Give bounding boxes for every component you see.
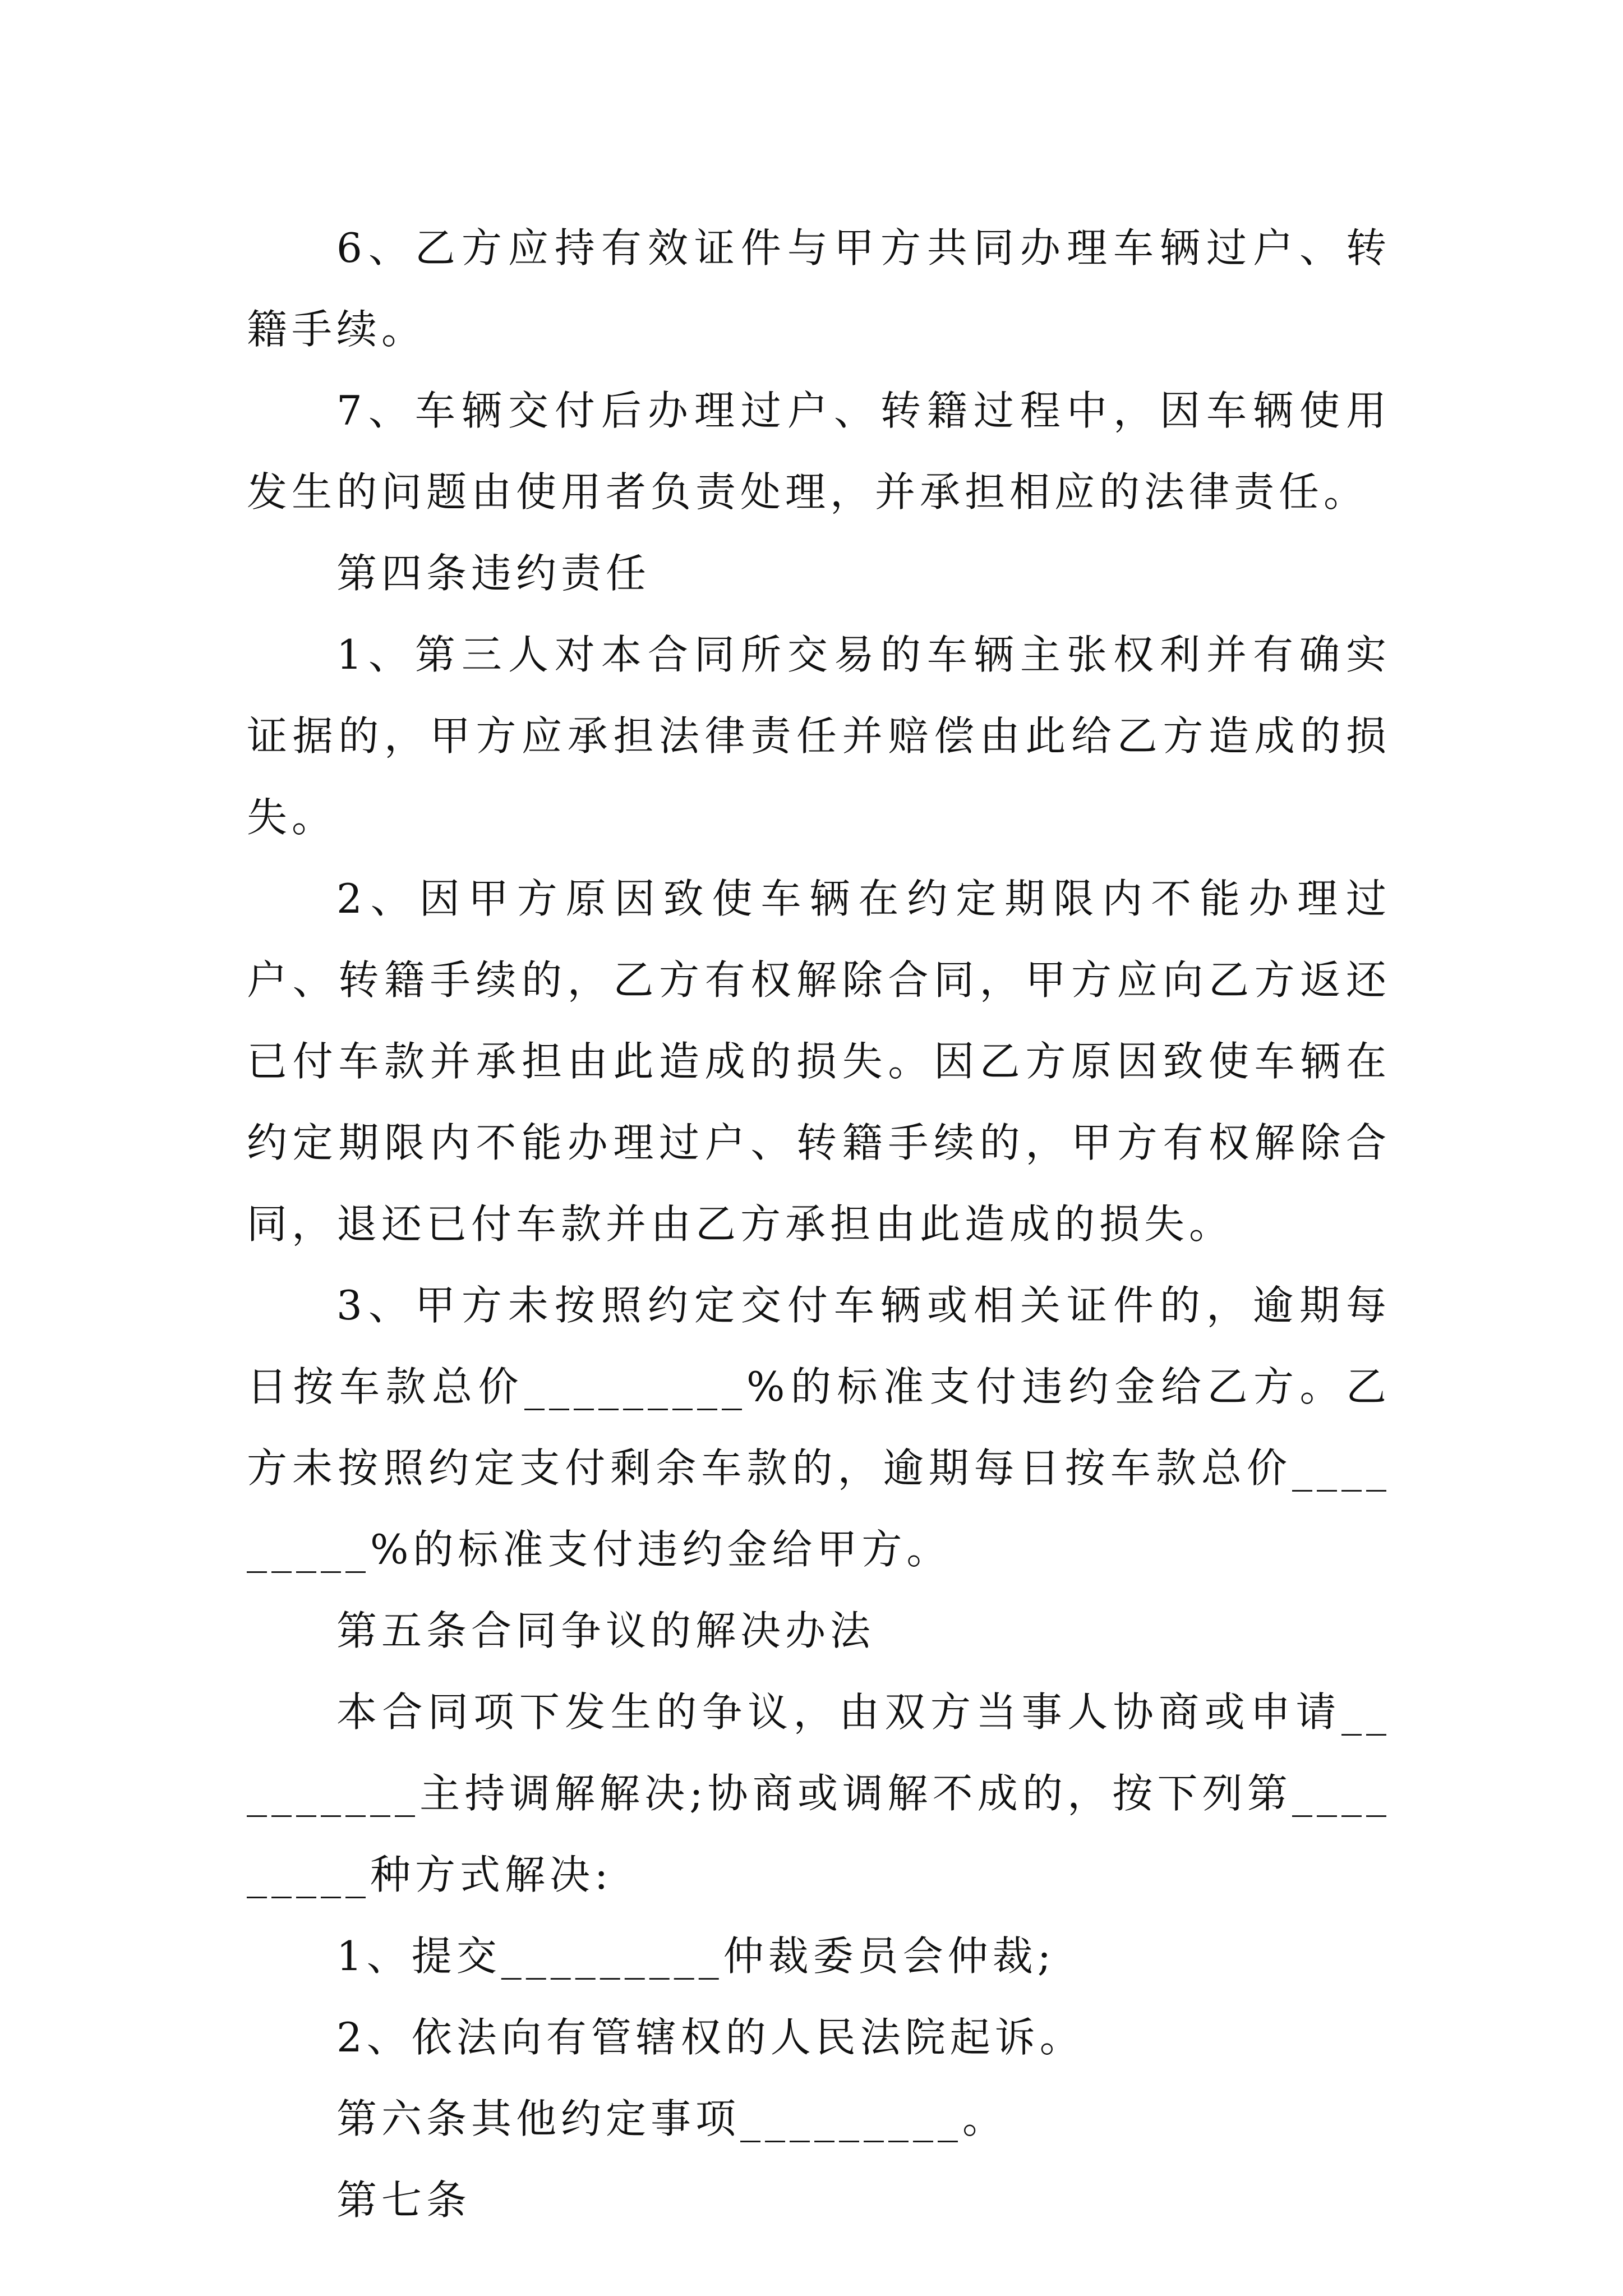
article-4-item-1: 1、第三人对本合同所交易的车辆主张权利并有确实证据的，甲方应承担法律责任并赔偿由此给乙方造成的损失。 (247, 631, 1391, 841)
article-6-heading: 第六条其他约定事项_________。 (336, 2095, 1008, 2142)
article-5-item-1: 1、提交_________仲裁委员会仲裁; (336, 1932, 1056, 1980)
article-5-heading: 第五条合同争议的解决办法 (336, 1607, 875, 1654)
clause-item-6: 6、乙方应持有效证件与甲方共同办理车辆过户、转籍手续。 (247, 224, 1391, 353)
article-4-heading: 第四条违约责任 (336, 550, 651, 597)
article-7-heading: 第七条 (336, 2177, 472, 2224)
contract-body (247, 208, 1391, 2241)
article-4-item-2: 2、因甲方原因致使车辆在约定期限内不能办理过户、转籍手续的，乙方有权解除合同，甲方应向乙方返还已付车款并承担由此造成的损失。因乙方原因致使车辆在约定期限内不能办理过户、转籍手续的，甲方有权解除合同，退还已付车款并由乙方承担由此造成的损失。 (247, 875, 1391, 1248)
article-4-item-3: 3、甲方未按照约定交付车辆或相关证件的，逾期每日按车款总价_________%的标准支付违约金给乙方。乙方未按照约定支付剩余车款的，逾期每日按车款总价_________%的标准支付违约金给甲方。 (247, 1282, 1391, 1573)
article-5-body: 本合同项下发生的争议，由双方当事人协商或申请_________主持调解解决;协商或调解不成的，按下列第_________种方式解决: (247, 1688, 1391, 1898)
clause-item-7: 7、车辆交付后办理过户、转籍过程中，因车辆使用发生的问题由使用者负责处理，并承担相应的法律责任。 (247, 387, 1391, 516)
article-5-item-2: 2、依法向有管辖权的人民法院起诉。 (336, 2014, 1085, 2061)
